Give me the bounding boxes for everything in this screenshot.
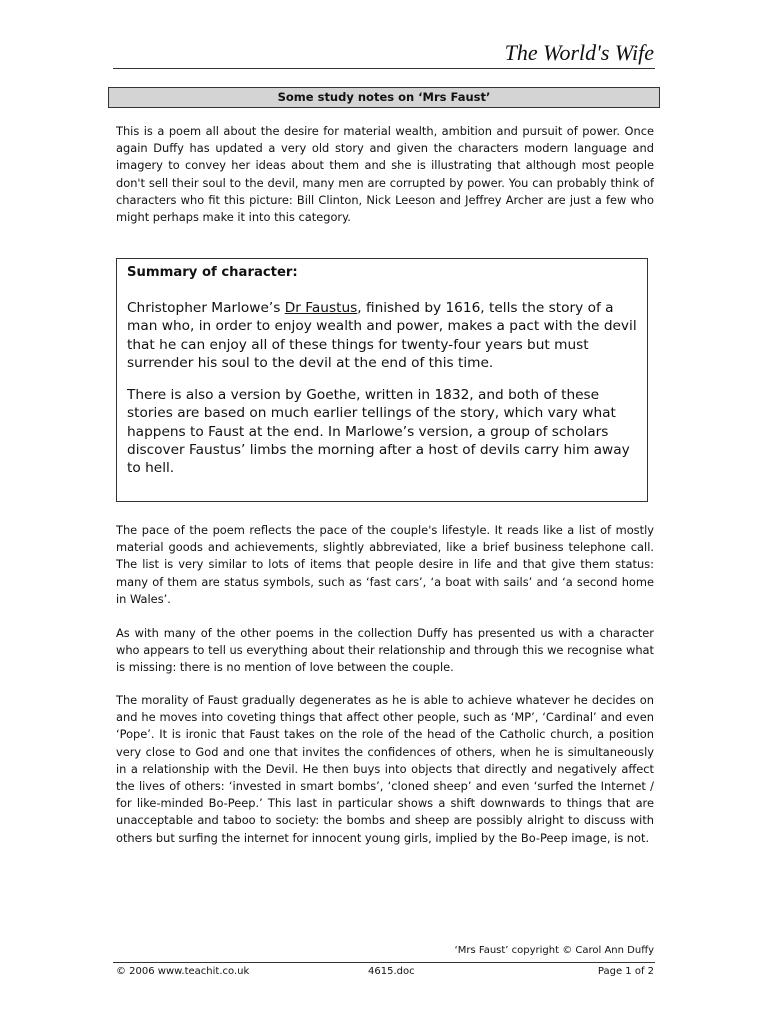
header-title: The World's Wife	[504, 40, 654, 65]
copyright-note: ‘Mrs Faust’ copyright © Carol Ann Duffy	[454, 945, 654, 956]
footer-rule	[113, 962, 655, 963]
summary-box	[116, 258, 648, 502]
summary-paragraph-2: There is also a version by Goethe, written in 1832, and both of these stories are based on much earlier tellings of the story, which vary what happens to Faust at the end. In Marlowe’s version, a group of scholars discover Faustus’ limbs the morning after a host of devils carry him away to hell.	[127, 387, 630, 477]
pace-paragraph: The pace of the poem reflects the pace of the couple's lifestyle. It reads like a list of mostly material goods and achievements, slightly abbreviated, like a brief business telephone call. The list is very similar to lots of items that people desire in life and that give them status: many of them are status symbols, such as ‘fast cars’, ‘a boat with sails’ and ‘a second home in Wales’.	[116, 523, 654, 606]
dr-faustus-title: Dr Faustus	[284, 300, 358, 316]
summary-p1-post: , finished by 1616, tells the story of a man who, in order to enjoy wealth and power, makes a pact with the devil that he can enjoy all of these things for twenty-four years but must surrender his soul to the devil at the end of this time.	[127, 300, 637, 371]
intro-paragraph: This is a poem all about the desire for material wealth, ambition and pursuit of power. Once again Duffy has updated a very old story and given the characters modern language and imagery to convey her ideas about them and she is illustrating that although most people don't sell their soul to the devil, many men are corrupted by power. You can probably think of characters who fit this picture: Bill Clinton, Nick Leeson and Jeffrey Archer are just a few who might perhaps make it into this category.	[116, 124, 654, 225]
summary-heading: Summary of character:	[127, 265, 298, 280]
collection-paragraph: As with many of the other poems in the collection Duffy has presented us with a character who appears to tell us everything about their relationship and through this we recognise what is missing: there is no mention of love between the couple.	[116, 626, 654, 675]
study-notes-title: Some study notes on ‘Mrs Faust’	[108, 87, 660, 108]
footer-page-number: Page 1 of 2	[597, 966, 654, 977]
footer-copyright: © 2006 www.teachit.co.uk	[116, 966, 250, 977]
summary-paragraph-1	[127, 299, 639, 372]
header-rule	[113, 68, 655, 69]
summary-p1-pre: Christopher Marlowe’s	[127, 300, 285, 316]
morality-paragraph: The morality of Faust gradually degenerates as he is able to achieve whatever he decides on and he moves into coveting things that affect other people, such as ‘MP’, ‘Cardinal’ and even ‘Pope’. It is ironic that Faust takes on the role of the head of the Catholic church, a position very close to God and one that invites the confidences of others, when he is simultaneously in a relationship with the Devil. He then buys into objects that directly and negatively affect the lives of others: ‘invested in smart bombs’, ‘cloned sheep’ and even ‘surfed the Internet / for like-minded Bo-Peep.’ This last in particular shows a shift downwards to things that are unacceptable and taboo to society: the bombs and sheep are possibly alright to discuss with others but surfing the internet for innocent young girls, implied by the Bo-Peep image, is not.	[116, 693, 654, 845]
footer-filename: 4615.doc	[368, 966, 415, 977]
